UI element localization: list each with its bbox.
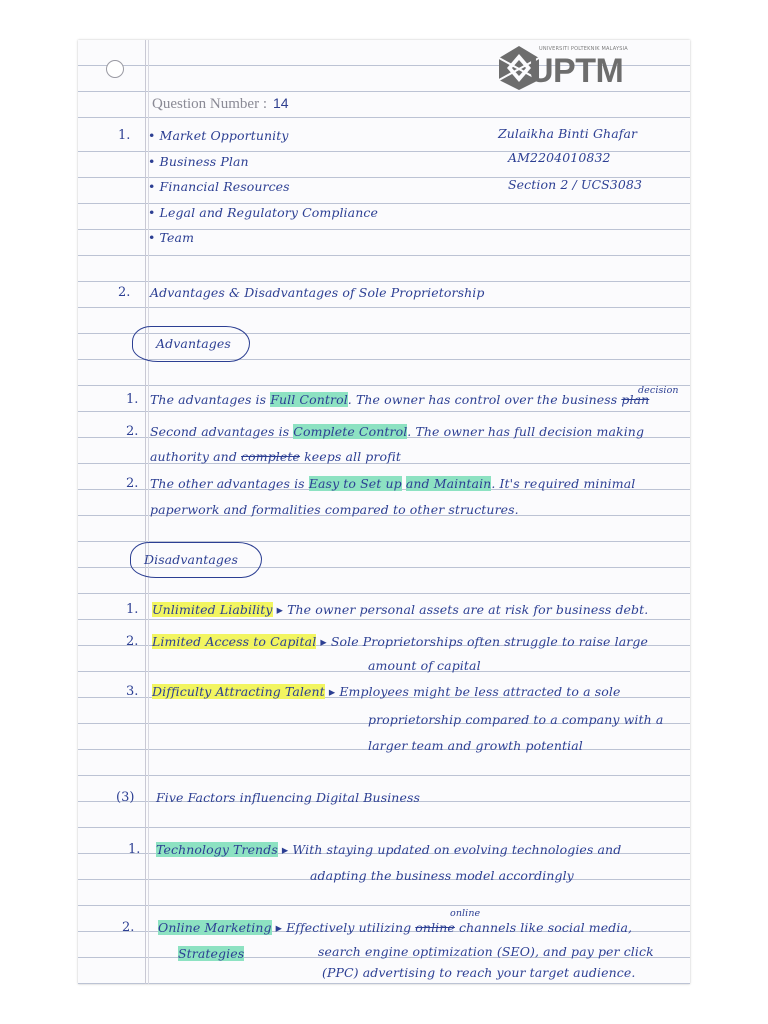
adv3-pre: The other advantages is — [150, 476, 305, 491]
factor-item-cont: (PPC) advertising to reach your target audience. — [322, 965, 636, 980]
dis1-desc: The owner personal assets are at risk for business debt. — [287, 602, 649, 617]
disadvantage-item: Limited Access to Capital ▸ Sole Proprietorships often struggle to raise large — [152, 634, 648, 649]
adv2-number: 2. — [126, 424, 139, 439]
dis1-term: Unlimited Liability — [152, 602, 273, 617]
student-name: Zulaikha Binti Ghafar — [498, 126, 638, 141]
uptm-logo — [495, 42, 635, 98]
binder-hole — [106, 60, 124, 78]
adv1-pre: The advantages is — [150, 392, 267, 407]
q3-number: (3) — [116, 790, 135, 805]
q1-item-text: Business Plan — [159, 154, 249, 169]
q1-item-text: Legal and Regulatory Compliance — [159, 205, 378, 220]
adv3-highlight2: and Maintain — [405, 476, 492, 491]
disadvantage-item: Difficulty Attracting Talent ▸ Employees might be less attracted to a sole — [152, 684, 621, 699]
adv3-number: 2. — [126, 476, 139, 491]
q1-number: 1. — [118, 128, 131, 143]
question-number-value: 14 — [272, 95, 289, 111]
adv2-pre: Second advantages is — [150, 424, 290, 439]
q1-item: • Business Plan — [148, 154, 249, 169]
disadvantages-heading: Disadvantages — [144, 552, 239, 567]
q1-item: • Market Opportunity — [148, 128, 289, 143]
disadvantage-item-cont: proprietorship compared to a company with a — [368, 712, 664, 727]
q1-item: • Legal and Regulatory Compliance — [148, 205, 378, 220]
margin-line — [145, 40, 146, 984]
q1-item-text: Team — [159, 230, 195, 245]
q1-item-text: Market Opportunity — [159, 128, 289, 143]
advantage-item-cont — [150, 449, 401, 464]
f2-insert: online — [450, 908, 481, 919]
f1-desc: With staying updated on evolving technologies and — [292, 842, 622, 857]
adv1-insert: decision — [638, 385, 679, 396]
dis3-number: 3. — [126, 684, 139, 699]
q1-item: • Team — [148, 230, 195, 245]
f2-term: Online Marketing — [158, 920, 272, 935]
adv2-line2-pre: authority and — [150, 449, 237, 464]
adv2-struck: complete — [241, 449, 301, 464]
q3-title: Five Factors influencing Digital Business — [156, 790, 420, 805]
notebook-page — [78, 40, 690, 984]
advantages-heading: Advantages — [156, 336, 231, 351]
adv1-number: 1. — [126, 392, 139, 407]
adv1-struck: plan — [621, 392, 650, 407]
factor-item: Online Marketing ▸ Effectively utilizing online channels like social media, — [158, 920, 633, 935]
dis1-number: 1. — [126, 602, 139, 617]
advantage-item-cont: paperwork and formalities compared to other structures. — [150, 502, 519, 517]
dis2-number: 2. — [126, 634, 139, 649]
adv1-post: . The owner has control over the business — [347, 392, 618, 407]
f2-desc-post: channels like social media, — [459, 920, 633, 935]
f2-struck: online — [415, 920, 455, 935]
dis3-desc: Employees might be less attracted to a sole — [339, 684, 621, 699]
q1-item-text: Financial Resources — [159, 179, 290, 194]
q2-number: 2. — [118, 285, 131, 300]
adv3-post: . It's required minimal — [491, 476, 636, 491]
logo-text: UPTM — [529, 52, 624, 90]
q1-item: • Financial Resources — [148, 179, 290, 194]
dis2-term: Limited Access to Capital — [152, 634, 317, 649]
f2-desc-pre: Effectively utilizing — [286, 920, 412, 935]
disadvantage-item-cont: larger team and growth potential — [368, 738, 583, 753]
adv2-line2-post: keeps all profit — [304, 449, 402, 464]
adv3-highlight: Easy to Set up — [308, 476, 402, 491]
question-number-label — [152, 95, 289, 113]
factor-item-cont: adapting the business model accordingly — [310, 868, 574, 883]
f2-number: 2. — [122, 920, 135, 935]
question-label-text: Question Number : — [152, 96, 267, 112]
logo-subtext: UNIVERSITI POLTEKNIK MALAYSIA — [539, 46, 628, 52]
adv2-highlight: Complete Control — [293, 424, 408, 439]
dis3-term: Difficulty Attracting Talent — [152, 684, 325, 699]
advantage-item — [150, 424, 644, 439]
dis2-desc: Sole Proprietorships often struggle to raise large — [330, 634, 648, 649]
student-section: Section 2 / UCS3083 — [508, 177, 643, 192]
disadvantage-item-cont: amount of capital — [368, 658, 481, 673]
adv2-post: . The owner has full decision making — [407, 424, 645, 439]
student-id: AM2204010832 — [508, 150, 611, 165]
f2-term2: Strategies — [178, 946, 245, 961]
disadvantage-item: Unlimited Liability ▸ The owner personal assets are at risk for business debt. — [152, 602, 649, 617]
factor-item-term2 — [178, 946, 244, 961]
q2-title: Advantages & Disadvantages of Sole Proprietorship — [150, 285, 485, 300]
f1-term: Technology Trends — [156, 842, 278, 857]
advantage-item — [150, 476, 635, 491]
factor-item: Technology Trends ▸ With staying updated on evolving technologies and — [156, 842, 622, 857]
advantage-item — [150, 392, 649, 407]
factor-item-cont: search engine optimization (SEO), and pay per click — [318, 944, 654, 959]
adv1-highlight: Full Control — [270, 392, 348, 407]
f1-number: 1. — [128, 842, 141, 857]
